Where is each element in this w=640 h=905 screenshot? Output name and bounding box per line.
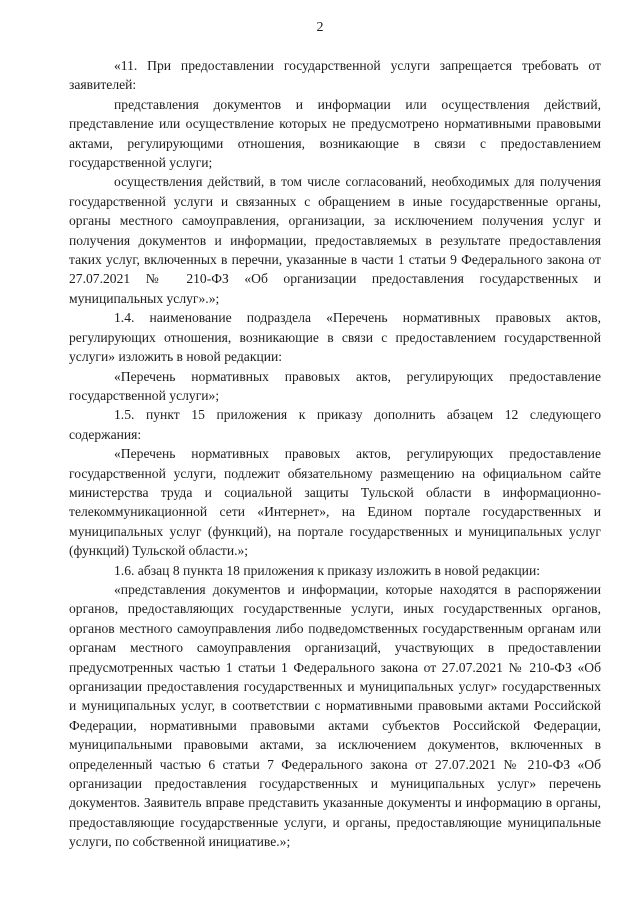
page-number: 2 [316, 20, 324, 35]
paragraph-8: 1.6. абзац 8 пункта 18 приложения к приказу изложить в новой редакции: [114, 562, 540, 578]
paragraph-7: «Перечень нормативных правовых актов, регулирующих предоставление государственной услуги, подлежит обязательному размещению на официальном сайте министерства труда и социальной защиты Тульской области в информационно-телекоммуникационной сети «Интернет», на Едином портале государственных и муниципальных услуг (функций), на портале государственных и муниципальных услуг (функций) Тульской области.»; [69, 446, 601, 559]
paragraph-6: 1.5. пункт 15 приложения к приказу дополнить абзацем 12 следующего содержания: [69, 407, 601, 442]
paragraph-3: осуществления действий, в том числе согласований, необходимых для получения государственной услуги и связанных с обращением в иные государственные органы, органы местного самоуправления, организации, за исключением получения услуг и получения документов и информации, предоставляемых в результате предоставления таких услуг, включенных в перечни, указанные в части 1 статьи 9 Федерального закона от 27.07.2021 № 210-ФЗ «Об организации предоставления государственных и муниципальных услуг».»; [69, 174, 601, 306]
paragraph-2: представления документов и информации или осуществления действий, представление или осуществление которых не предусмотрено нормативными правовыми актами, регулирующими отношения, возникающие в связи с предоставлением государственной услуги; [69, 96, 601, 171]
paragraph-4: 1.4. наименование подраздела «Перечень нормативных правовых актов, регулирующих отношения, возникающие в связи с предоставлением государственной услуги» изложить в новой редакции: [69, 310, 601, 365]
paragraph-1: «11. При предоставлении государственной услуги запрещается требовать от заявителей: [69, 58, 601, 93]
paragraph-5: «Перечень нормативных правовых актов, регулирующих предоставление государственной услуги»; [69, 368, 601, 403]
paragraph-9: «представления документов и информации, которые находятся в распоряжении органов, предоставляющих государственные услуги, иных государственных органов, органов местного самоуправления либо подведомственных государственным органам или органам местного самоуправления организаций, участвующих в предоставлении предусмотренных частью 1 статьи 1 Федерального закона от 27.07.2021 № 210-ФЗ «Об организации предоставления государственных и муниципальных услуг» государственных и муниципальных услуг, в соответствии с нормативными правовыми актами Российской Федерации, нормативными правовыми актами субъектов Российской Федерации, муниципальными правовыми актами, за исключением документов, включенных в определенный частью 6 статьи 7 Федерального закона от 27.07.2021 № 210-ФЗ «Об организации предоставления государственных и муниципальных услуг» перечень документов. Заявитель вправе представить указанные документы и информацию в органы, предоставляющие государственные услуги, и органы, предоставляющие муниципальные услуги, по собственной инициативе.»; [69, 581, 601, 850]
document-body [69, 56, 601, 852]
